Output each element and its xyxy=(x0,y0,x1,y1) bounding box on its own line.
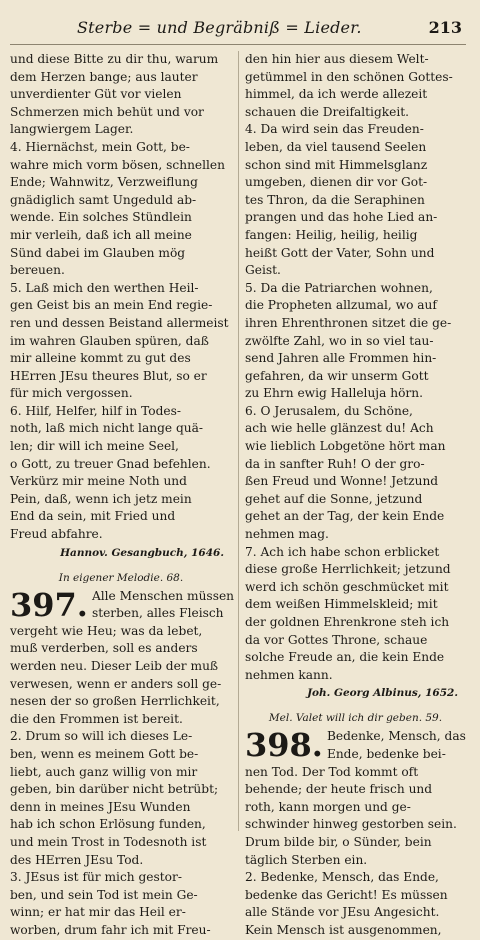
text-line: nesen der so großen Herrlichkeit, xyxy=(10,694,220,709)
text-line: worben, drum fahr ich mit Freu- xyxy=(10,922,211,937)
text-line: im wahren Glauben spüren, daß xyxy=(10,333,209,348)
text-line: langwiergem Lager. xyxy=(10,122,134,137)
text-line: Ende; Wahnwitz, Verzweiflung xyxy=(10,175,198,190)
text-line: tes Thron, da die Seraphinen xyxy=(245,192,425,207)
text-line: alle Stände vor JEsu Angesicht. xyxy=(245,905,440,920)
running-header xyxy=(10,18,466,45)
running-title: Sterbe = und Begräbniß = Lieder. xyxy=(76,18,362,37)
text-line: Geist. xyxy=(245,263,281,278)
text-line: 2. Drum so will ich dieses Le- xyxy=(10,729,193,744)
text-line: Kein Mensch ist ausgenommen, xyxy=(245,922,442,937)
text-line: geben, bin darüber nicht betrübt; xyxy=(10,782,219,797)
hymn-398-first-lines xyxy=(327,728,466,763)
text-line: die Propheten allzumal, wo auf xyxy=(245,298,437,313)
text-line: ben, wenn es meinem Gott be- xyxy=(10,746,199,761)
text-columns xyxy=(10,51,466,937)
text-line: gehet auf die Sonne, jetzund xyxy=(245,491,423,506)
text-line: Bedenke, Mensch, das xyxy=(326,729,466,744)
text-line: gnädiglich samt Ungeduld ab- xyxy=(10,192,197,207)
text-line: des HErren JEsu Tod. xyxy=(10,852,144,867)
text-line: da vor Gottes Throne, schaue xyxy=(245,632,428,647)
text-line: die den Frommen ist bereit. xyxy=(10,711,183,726)
text-line: 5. Laß mich den werthen Heil- xyxy=(10,280,199,295)
text-line: Ende, bedenke bei- xyxy=(326,746,446,761)
author-credit: Joh. Georg Albinus, 1652. xyxy=(307,687,458,700)
text-line: Schmerzen mich behüt und vor xyxy=(10,104,204,119)
text-line: HErren JEsu theures Blut, so er xyxy=(10,368,207,383)
text-line: verwesen, wenn er anders soll ge- xyxy=(10,676,222,691)
hymn-397-heading xyxy=(10,585,235,624)
melody-heading: In eigener Melodie. 68. xyxy=(58,571,184,584)
text-line: dem weißen Himmelskleid; mit xyxy=(245,597,438,612)
text-line: ihren Ehrenthronen sitzet die ge- xyxy=(245,315,452,330)
text-line: liebt, auch ganz willig von mir xyxy=(10,764,198,779)
text-line: roth, kann morgen und ge- xyxy=(245,799,411,814)
text-line: zwölfte Zahl, wo in so viel tau- xyxy=(245,333,434,348)
text-line: 7. Ach ich habe schon erblicket xyxy=(245,544,440,559)
text-line: winn; er hat mir das Heil er- xyxy=(10,905,186,920)
text-line: dem Herzen bange; aus lauter xyxy=(10,69,198,84)
text-line: gen Geist bis an mein End regie- xyxy=(10,298,213,313)
text-line: denn in meines JEsu Wunden xyxy=(10,799,191,814)
text-line: prangen und das hohe Lied an- xyxy=(245,210,438,225)
text-line: werd ich schön geschmücket mit xyxy=(245,579,449,594)
text-line: gefahren, da wir unserm Gott xyxy=(245,368,429,383)
text-line: hab ich schon Erlösung funden, xyxy=(10,817,206,832)
text-line: bedenke das Gericht! Es müssen xyxy=(245,887,448,902)
text-line: ben, und sein Tod ist mein Ge- xyxy=(10,887,198,902)
text-line: für mich vergossen. xyxy=(10,386,133,401)
text-line: behende; der heute frisch und xyxy=(245,782,433,797)
text-line: Alle Menschen müssen xyxy=(91,588,235,603)
text-line: vergeht wie Heu; was da lebet, xyxy=(10,623,203,638)
text-line: zu Ehrn ewig Halleluja hörn. xyxy=(245,386,423,401)
text-line: 4. Hiernächst, mein Gott, be- xyxy=(10,139,190,154)
source-credit: Hannov. Gesangbuch, 1646. xyxy=(60,546,224,559)
text-line: schauen die Dreifaltigkeit. xyxy=(245,104,410,119)
text-line: heißt Gott der Vater, Sohn und xyxy=(245,245,435,260)
text-line: noth, laß mich nicht lange quä- xyxy=(10,421,203,436)
right-text-block-b xyxy=(245,764,466,940)
text-line: da in sanfter Ruh! O der gro- xyxy=(245,456,425,471)
hymn-397-first-lines xyxy=(92,588,234,623)
text-line: muß verderben, soll es anders xyxy=(10,641,198,656)
text-line: getümmel in den schönen Gottes- xyxy=(245,69,453,84)
text-line: diese große Herrlichkeit; jetzund xyxy=(245,562,451,577)
text-line: ach wie helle glänzest du! Ach xyxy=(245,421,434,436)
right-column xyxy=(238,51,466,937)
text-line: nehmen mag. xyxy=(245,527,329,542)
text-line: wahre mich vorm bösen, schnellen xyxy=(10,157,225,172)
text-line: len; dir will ich meine Seel, xyxy=(10,439,179,454)
text-line: schon sind mit Himmelsglanz xyxy=(245,157,428,172)
left-column xyxy=(10,51,238,937)
text-line: unverdienter Güt vor vielen xyxy=(10,87,182,102)
text-line: schwinder hinweg gestorben sein. xyxy=(245,817,457,832)
text-line: leben, da viel tausend Seelen xyxy=(245,139,427,154)
text-line: mir alleine kommt zu gut des xyxy=(10,351,191,366)
text-line: 6. O Jerusalem, du Schöne, xyxy=(245,403,413,418)
text-line: den hin hier aus diesem Welt- xyxy=(245,52,429,66)
text-line: solche Freude an, die kein Ende xyxy=(245,650,445,665)
text-line: und diese Bitte zu dir thu, warum xyxy=(10,52,219,66)
text-line: himmel, da ich werde allezeit xyxy=(245,87,428,102)
text-line: nehmen kann. xyxy=(245,667,333,682)
text-line: Freud abfahre. xyxy=(10,527,103,542)
text-line: 4. Da wird sein das Freuden- xyxy=(245,122,424,137)
text-line: o Gott, zu treuer Gnad befehlen. xyxy=(10,456,211,471)
text-line: umgeben, dienen dir vor Got- xyxy=(245,175,428,190)
hymn-number: 398. xyxy=(245,726,323,765)
text-line: gehet an der Tag, der kein Ende xyxy=(245,509,445,524)
text-line: ßen Freud und Wonne! Jetzund xyxy=(245,474,439,489)
text-line: Pein, daß, wenn ich jetz mein xyxy=(10,491,192,506)
text-line: wende. Ein solches Stündlein xyxy=(10,210,192,225)
page-number: 213 xyxy=(428,18,462,37)
hymn-398-heading xyxy=(245,728,466,763)
melody-heading: Mel. Valet will ich dir geben. 59. xyxy=(268,712,443,725)
text-line: wie lieblich Lobgetöne hört man xyxy=(245,439,446,454)
text-line: Drum bilde bir, o Sünder, bein xyxy=(245,834,432,849)
text-line: 3. JEsus ist für mich gestor- xyxy=(10,870,182,885)
left-text-block-a xyxy=(10,51,232,544)
text-line: 5. Da die Patriarchen wohnen, xyxy=(245,280,433,295)
text-line: send Jahren alle Frommen hin- xyxy=(245,351,437,366)
text-line: fangen: Heilig, heilig, heilig xyxy=(245,227,418,242)
text-line: sterben, alles Fleisch xyxy=(91,606,224,621)
text-line: und mein Trost in Todesnoth ist xyxy=(10,834,207,849)
left-text-block-b xyxy=(10,623,232,940)
text-line: Verkürz mir meine Noth und xyxy=(10,474,187,489)
text-line: bereuen. xyxy=(10,263,65,278)
text-line: werden neu. Dieser Leib der muß xyxy=(10,659,219,673)
text-line: Sünd dabei im Glauben mög xyxy=(10,245,186,260)
hymn-number: 397. xyxy=(10,585,88,624)
text-line: ren und dessen Beistand allermeist xyxy=(10,315,229,330)
text-line: täglich Sterben ein. xyxy=(245,852,368,867)
text-line: 2. Bedenke, Mensch, das Ende, xyxy=(245,870,439,885)
text-line: End da sein, mit Fried und xyxy=(10,509,176,524)
text-line: 6. Hilf, Helfer, hilf in Todes- xyxy=(10,403,182,418)
right-text-block-a xyxy=(245,51,466,684)
text-line: mir verleih, daß ich all meine xyxy=(10,227,192,242)
text-line: der goldnen Ehrenkrone steh ich xyxy=(245,615,450,629)
text-line: nen Tod. Der Tod kommt oft xyxy=(245,764,419,779)
